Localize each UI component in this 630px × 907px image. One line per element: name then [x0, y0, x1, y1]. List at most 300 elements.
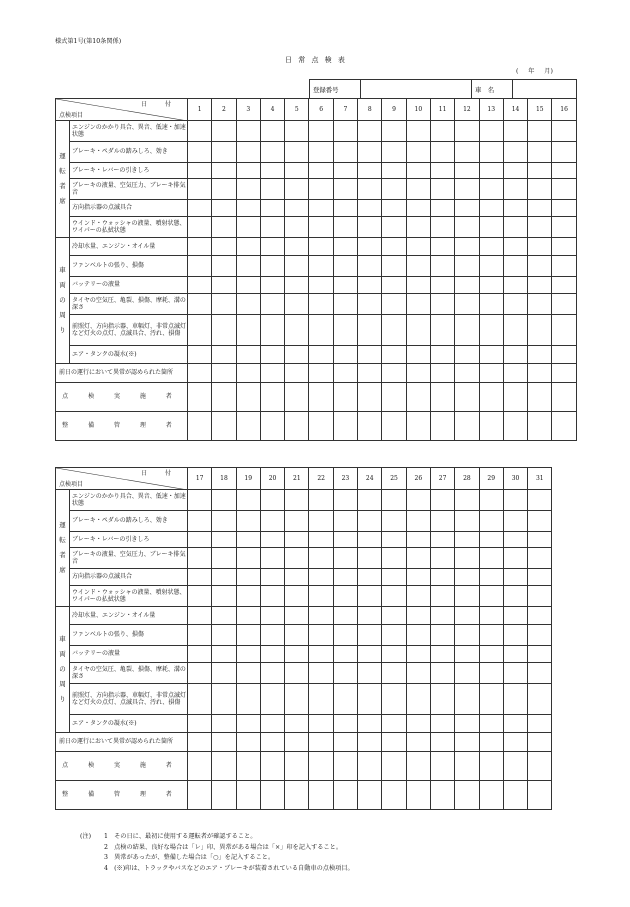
- check-cell[interactable]: [285, 238, 309, 256]
- check-cell[interactable]: [382, 490, 406, 511]
- check-cell[interactable]: [503, 217, 527, 238]
- check-cell[interactable]: [212, 586, 236, 607]
- check-cell[interactable]: [479, 490, 503, 511]
- check-cell[interactable]: [309, 121, 333, 142]
- check-cell[interactable]: [285, 569, 309, 586]
- check-cell[interactable]: [430, 142, 454, 163]
- sign-cell[interactable]: [333, 733, 357, 752]
- check-cell[interactable]: [455, 715, 479, 733]
- check-cell[interactable]: [333, 121, 357, 142]
- check-cell[interactable]: [260, 532, 284, 548]
- check-cell[interactable]: [309, 646, 333, 663]
- check-cell[interactable]: [309, 179, 333, 200]
- sign-cell[interactable]: [285, 364, 309, 383]
- sign-cell[interactable]: [188, 733, 212, 752]
- check-cell[interactable]: [430, 586, 454, 607]
- check-cell[interactable]: [309, 346, 333, 364]
- check-cell[interactable]: [212, 684, 236, 715]
- check-cell[interactable]: [333, 142, 357, 163]
- check-cell[interactable]: [455, 256, 479, 277]
- sign-cell[interactable]: [406, 781, 430, 810]
- sign-cell[interactable]: [358, 733, 382, 752]
- check-cell[interactable]: [212, 490, 236, 511]
- check-cell[interactable]: [503, 625, 527, 646]
- check-cell[interactable]: [212, 346, 236, 364]
- check-cell[interactable]: [528, 294, 552, 315]
- check-cell[interactable]: [382, 315, 406, 346]
- check-cell[interactable]: [212, 625, 236, 646]
- check-cell[interactable]: [503, 142, 527, 163]
- check-cell[interactable]: [455, 346, 479, 364]
- check-cell[interactable]: [236, 294, 260, 315]
- sign-cell[interactable]: [382, 383, 406, 412]
- sign-cell[interactable]: [260, 733, 284, 752]
- check-cell[interactable]: [528, 217, 552, 238]
- check-cell[interactable]: [260, 142, 284, 163]
- sign-cell[interactable]: [455, 383, 479, 412]
- check-cell[interactable]: [236, 586, 260, 607]
- check-cell[interactable]: [552, 163, 576, 179]
- check-cell[interactable]: [528, 346, 552, 364]
- check-cell[interactable]: [358, 142, 382, 163]
- sign-cell[interactable]: [188, 364, 212, 383]
- check-cell[interactable]: [479, 346, 503, 364]
- sign-cell[interactable]: [430, 383, 454, 412]
- sign-cell[interactable]: [528, 383, 552, 412]
- check-cell[interactable]: [309, 217, 333, 238]
- check-cell[interactable]: [260, 569, 284, 586]
- check-cell[interactable]: [212, 121, 236, 142]
- check-cell[interactable]: [188, 346, 212, 364]
- check-cell[interactable]: [333, 315, 357, 346]
- check-cell[interactable]: [188, 142, 212, 163]
- check-cell[interactable]: [528, 179, 552, 200]
- check-cell[interactable]: [212, 163, 236, 179]
- check-cell[interactable]: [358, 548, 382, 569]
- check-cell[interactable]: [406, 238, 430, 256]
- sign-cell[interactable]: [503, 752, 527, 781]
- check-cell[interactable]: [212, 217, 236, 238]
- sign-cell[interactable]: [188, 412, 212, 441]
- check-cell[interactable]: [382, 200, 406, 217]
- check-cell[interactable]: [503, 663, 527, 684]
- check-cell[interactable]: [309, 586, 333, 607]
- check-cell[interactable]: [309, 684, 333, 715]
- check-cell[interactable]: [528, 569, 552, 586]
- check-cell[interactable]: [260, 217, 284, 238]
- check-cell[interactable]: [479, 121, 503, 142]
- check-cell[interactable]: [188, 490, 212, 511]
- check-cell[interactable]: [382, 142, 406, 163]
- check-cell[interactable]: [188, 315, 212, 346]
- sign-cell[interactable]: [358, 383, 382, 412]
- check-cell[interactable]: [236, 625, 260, 646]
- check-cell[interactable]: [212, 569, 236, 586]
- check-cell[interactable]: [358, 586, 382, 607]
- check-cell[interactable]: [260, 586, 284, 607]
- check-cell[interactable]: [285, 511, 309, 532]
- check-cell[interactable]: [455, 684, 479, 715]
- check-cell[interactable]: [285, 663, 309, 684]
- check-cell[interactable]: [236, 511, 260, 532]
- sign-cell[interactable]: [309, 752, 333, 781]
- check-cell[interactable]: [479, 684, 503, 715]
- check-cell[interactable]: [503, 569, 527, 586]
- check-cell[interactable]: [528, 200, 552, 217]
- sign-cell[interactable]: [455, 733, 479, 752]
- sign-cell[interactable]: [358, 752, 382, 781]
- check-cell[interactable]: [430, 646, 454, 663]
- check-cell[interactable]: [333, 238, 357, 256]
- check-cell[interactable]: [212, 315, 236, 346]
- check-cell[interactable]: [285, 586, 309, 607]
- check-cell[interactable]: [479, 548, 503, 569]
- check-cell[interactable]: [430, 346, 454, 364]
- check-cell[interactable]: [430, 163, 454, 179]
- check-cell[interactable]: [358, 200, 382, 217]
- check-cell[interactable]: [430, 315, 454, 346]
- check-cell[interactable]: [430, 511, 454, 532]
- check-cell[interactable]: [455, 646, 479, 663]
- check-cell[interactable]: [309, 607, 333, 625]
- sign-cell[interactable]: [406, 412, 430, 441]
- sign-cell[interactable]: [528, 412, 552, 441]
- check-cell[interactable]: [333, 277, 357, 294]
- check-cell[interactable]: [188, 163, 212, 179]
- check-cell[interactable]: [212, 294, 236, 315]
- check-cell[interactable]: [503, 586, 527, 607]
- check-cell[interactable]: [430, 490, 454, 511]
- check-cell[interactable]: [552, 238, 576, 256]
- check-cell[interactable]: [455, 277, 479, 294]
- check-cell[interactable]: [382, 607, 406, 625]
- check-cell[interactable]: [212, 646, 236, 663]
- check-cell[interactable]: [406, 715, 430, 733]
- sign-cell[interactable]: [260, 412, 284, 441]
- check-cell[interactable]: [528, 315, 552, 346]
- check-cell[interactable]: [188, 121, 212, 142]
- sign-cell[interactable]: [528, 364, 552, 383]
- check-cell[interactable]: [382, 511, 406, 532]
- check-cell[interactable]: [236, 163, 260, 179]
- check-cell[interactable]: [212, 548, 236, 569]
- check-cell[interactable]: [430, 294, 454, 315]
- check-cell[interactable]: [382, 256, 406, 277]
- check-cell[interactable]: [309, 625, 333, 646]
- check-cell[interactable]: [236, 532, 260, 548]
- check-cell[interactable]: [236, 607, 260, 625]
- check-cell[interactable]: [236, 715, 260, 733]
- check-cell[interactable]: [236, 142, 260, 163]
- sign-cell[interactable]: [479, 781, 503, 810]
- check-cell[interactable]: [406, 256, 430, 277]
- check-cell[interactable]: [430, 569, 454, 586]
- sign-cell[interactable]: [285, 781, 309, 810]
- check-cell[interactable]: [479, 217, 503, 238]
- check-cell[interactable]: [455, 238, 479, 256]
- check-cell[interactable]: [430, 121, 454, 142]
- sign-cell[interactable]: [236, 364, 260, 383]
- check-cell[interactable]: [333, 163, 357, 179]
- check-cell[interactable]: [260, 663, 284, 684]
- check-cell[interactable]: [479, 238, 503, 256]
- check-cell[interactable]: [260, 346, 284, 364]
- sign-cell[interactable]: [430, 412, 454, 441]
- sign-cell[interactable]: [528, 781, 552, 810]
- check-cell[interactable]: [455, 511, 479, 532]
- sign-cell[interactable]: [188, 752, 212, 781]
- check-cell[interactable]: [455, 163, 479, 179]
- check-cell[interactable]: [309, 715, 333, 733]
- sign-cell[interactable]: [236, 781, 260, 810]
- check-cell[interactable]: [188, 217, 212, 238]
- check-cell[interactable]: [528, 532, 552, 548]
- sign-cell[interactable]: [260, 364, 284, 383]
- check-cell[interactable]: [455, 142, 479, 163]
- sign-cell[interactable]: [333, 412, 357, 441]
- check-cell[interactable]: [358, 663, 382, 684]
- check-cell[interactable]: [333, 663, 357, 684]
- sign-cell[interactable]: [455, 781, 479, 810]
- check-cell[interactable]: [430, 625, 454, 646]
- check-cell[interactable]: [528, 548, 552, 569]
- check-cell[interactable]: [455, 663, 479, 684]
- sign-cell[interactable]: [285, 383, 309, 412]
- check-cell[interactable]: [236, 646, 260, 663]
- sign-cell[interactable]: [333, 781, 357, 810]
- check-cell[interactable]: [503, 607, 527, 625]
- check-cell[interactable]: [406, 217, 430, 238]
- check-cell[interactable]: [503, 294, 527, 315]
- check-cell[interactable]: [285, 607, 309, 625]
- check-cell[interactable]: [528, 277, 552, 294]
- sign-cell[interactable]: [212, 383, 236, 412]
- check-cell[interactable]: [406, 625, 430, 646]
- check-cell[interactable]: [528, 684, 552, 715]
- check-cell[interactable]: [406, 646, 430, 663]
- check-cell[interactable]: [479, 532, 503, 548]
- check-cell[interactable]: [382, 586, 406, 607]
- check-cell[interactable]: [455, 625, 479, 646]
- check-cell[interactable]: [212, 238, 236, 256]
- check-cell[interactable]: [503, 346, 527, 364]
- check-cell[interactable]: [358, 346, 382, 364]
- check-cell[interactable]: [188, 586, 212, 607]
- check-cell[interactable]: [406, 200, 430, 217]
- check-cell[interactable]: [455, 586, 479, 607]
- check-cell[interactable]: [358, 607, 382, 625]
- check-cell[interactable]: [333, 646, 357, 663]
- sign-cell[interactable]: [503, 733, 527, 752]
- check-cell[interactable]: [236, 490, 260, 511]
- check-cell[interactable]: [455, 179, 479, 200]
- check-cell[interactable]: [188, 548, 212, 569]
- vehicle-name-field[interactable]: [513, 80, 577, 99]
- check-cell[interactable]: [382, 346, 406, 364]
- sign-cell[interactable]: [285, 733, 309, 752]
- check-cell[interactable]: [188, 625, 212, 646]
- check-cell[interactable]: [479, 607, 503, 625]
- check-cell[interactable]: [528, 625, 552, 646]
- check-cell[interactable]: [236, 548, 260, 569]
- check-cell[interactable]: [260, 238, 284, 256]
- check-cell[interactable]: [285, 256, 309, 277]
- check-cell[interactable]: [236, 238, 260, 256]
- check-cell[interactable]: [358, 179, 382, 200]
- check-cell[interactable]: [503, 163, 527, 179]
- sign-cell[interactable]: [528, 752, 552, 781]
- check-cell[interactable]: [358, 163, 382, 179]
- check-cell[interactable]: [333, 179, 357, 200]
- check-cell[interactable]: [285, 163, 309, 179]
- check-cell[interactable]: [479, 200, 503, 217]
- check-cell[interactable]: [285, 217, 309, 238]
- check-cell[interactable]: [528, 663, 552, 684]
- sign-cell[interactable]: [406, 364, 430, 383]
- check-cell[interactable]: [309, 277, 333, 294]
- check-cell[interactable]: [430, 256, 454, 277]
- sign-cell[interactable]: [358, 781, 382, 810]
- check-cell[interactable]: [188, 715, 212, 733]
- check-cell[interactable]: [503, 121, 527, 142]
- check-cell[interactable]: [333, 346, 357, 364]
- sign-cell[interactable]: [309, 412, 333, 441]
- check-cell[interactable]: [358, 646, 382, 663]
- check-cell[interactable]: [406, 163, 430, 179]
- sign-cell[interactable]: [479, 412, 503, 441]
- check-cell[interactable]: [406, 548, 430, 569]
- check-cell[interactable]: [188, 179, 212, 200]
- check-cell[interactable]: [260, 490, 284, 511]
- check-cell[interactable]: [382, 217, 406, 238]
- check-cell[interactable]: [236, 315, 260, 346]
- check-cell[interactable]: [552, 142, 576, 163]
- check-cell[interactable]: [552, 346, 576, 364]
- check-cell[interactable]: [479, 646, 503, 663]
- sign-cell[interactable]: [212, 752, 236, 781]
- registration-field[interactable]: [361, 80, 472, 99]
- check-cell[interactable]: [552, 315, 576, 346]
- check-cell[interactable]: [188, 684, 212, 715]
- check-cell[interactable]: [285, 121, 309, 142]
- sign-cell[interactable]: [382, 781, 406, 810]
- sign-cell[interactable]: [309, 781, 333, 810]
- check-cell[interactable]: [455, 217, 479, 238]
- sign-cell[interactable]: [382, 733, 406, 752]
- check-cell[interactable]: [382, 548, 406, 569]
- check-cell[interactable]: [503, 256, 527, 277]
- check-cell[interactable]: [333, 490, 357, 511]
- check-cell[interactable]: [309, 294, 333, 315]
- check-cell[interactable]: [285, 315, 309, 346]
- sign-cell[interactable]: [260, 781, 284, 810]
- sign-cell[interactable]: [479, 733, 503, 752]
- check-cell[interactable]: [333, 294, 357, 315]
- sign-cell[interactable]: [212, 364, 236, 383]
- check-cell[interactable]: [285, 294, 309, 315]
- check-cell[interactable]: [188, 607, 212, 625]
- check-cell[interactable]: [430, 548, 454, 569]
- check-cell[interactable]: [406, 607, 430, 625]
- check-cell[interactable]: [479, 569, 503, 586]
- sign-cell[interactable]: [479, 383, 503, 412]
- check-cell[interactable]: [382, 715, 406, 733]
- check-cell[interactable]: [528, 163, 552, 179]
- check-cell[interactable]: [528, 586, 552, 607]
- check-cell[interactable]: [333, 715, 357, 733]
- check-cell[interactable]: [503, 315, 527, 346]
- check-cell[interactable]: [430, 715, 454, 733]
- check-cell[interactable]: [503, 684, 527, 715]
- check-cell[interactable]: [430, 179, 454, 200]
- sign-cell[interactable]: [212, 412, 236, 441]
- sign-cell[interactable]: [479, 364, 503, 383]
- check-cell[interactable]: [188, 256, 212, 277]
- check-cell[interactable]: [406, 294, 430, 315]
- check-cell[interactable]: [236, 256, 260, 277]
- check-cell[interactable]: [479, 625, 503, 646]
- check-cell[interactable]: [333, 607, 357, 625]
- sign-cell[interactable]: [503, 781, 527, 810]
- check-cell[interactable]: [382, 277, 406, 294]
- check-cell[interactable]: [309, 315, 333, 346]
- sign-cell[interactable]: [309, 733, 333, 752]
- check-cell[interactable]: [358, 315, 382, 346]
- check-cell[interactable]: [309, 163, 333, 179]
- check-cell[interactable]: [503, 646, 527, 663]
- check-cell[interactable]: [528, 256, 552, 277]
- sign-cell[interactable]: [188, 781, 212, 810]
- check-cell[interactable]: [406, 490, 430, 511]
- sign-cell[interactable]: [455, 364, 479, 383]
- check-cell[interactable]: [406, 663, 430, 684]
- check-cell[interactable]: [503, 715, 527, 733]
- check-cell[interactable]: [358, 121, 382, 142]
- check-cell[interactable]: [212, 715, 236, 733]
- sign-cell[interactable]: [430, 364, 454, 383]
- check-cell[interactable]: [358, 294, 382, 315]
- check-cell[interactable]: [333, 217, 357, 238]
- sign-cell[interactable]: [430, 781, 454, 810]
- check-cell[interactable]: [455, 121, 479, 142]
- sign-cell[interactable]: [406, 733, 430, 752]
- check-cell[interactable]: [406, 346, 430, 364]
- check-cell[interactable]: [503, 200, 527, 217]
- check-cell[interactable]: [382, 238, 406, 256]
- check-cell[interactable]: [479, 511, 503, 532]
- check-cell[interactable]: [455, 490, 479, 511]
- check-cell[interactable]: [382, 646, 406, 663]
- check-cell[interactable]: [260, 715, 284, 733]
- check-cell[interactable]: [260, 684, 284, 715]
- check-cell[interactable]: [552, 200, 576, 217]
- sign-cell[interactable]: [406, 383, 430, 412]
- check-cell[interactable]: [285, 142, 309, 163]
- sign-cell[interactable]: [455, 412, 479, 441]
- check-cell[interactable]: [528, 646, 552, 663]
- check-cell[interactable]: [212, 277, 236, 294]
- check-cell[interactable]: [309, 490, 333, 511]
- check-cell[interactable]: [285, 715, 309, 733]
- check-cell[interactable]: [236, 200, 260, 217]
- sign-cell[interactable]: [552, 412, 576, 441]
- check-cell[interactable]: [430, 532, 454, 548]
- sign-cell[interactable]: [309, 383, 333, 412]
- check-cell[interactable]: [260, 511, 284, 532]
- check-cell[interactable]: [552, 217, 576, 238]
- sign-cell[interactable]: [528, 733, 552, 752]
- sign-cell[interactable]: [358, 412, 382, 441]
